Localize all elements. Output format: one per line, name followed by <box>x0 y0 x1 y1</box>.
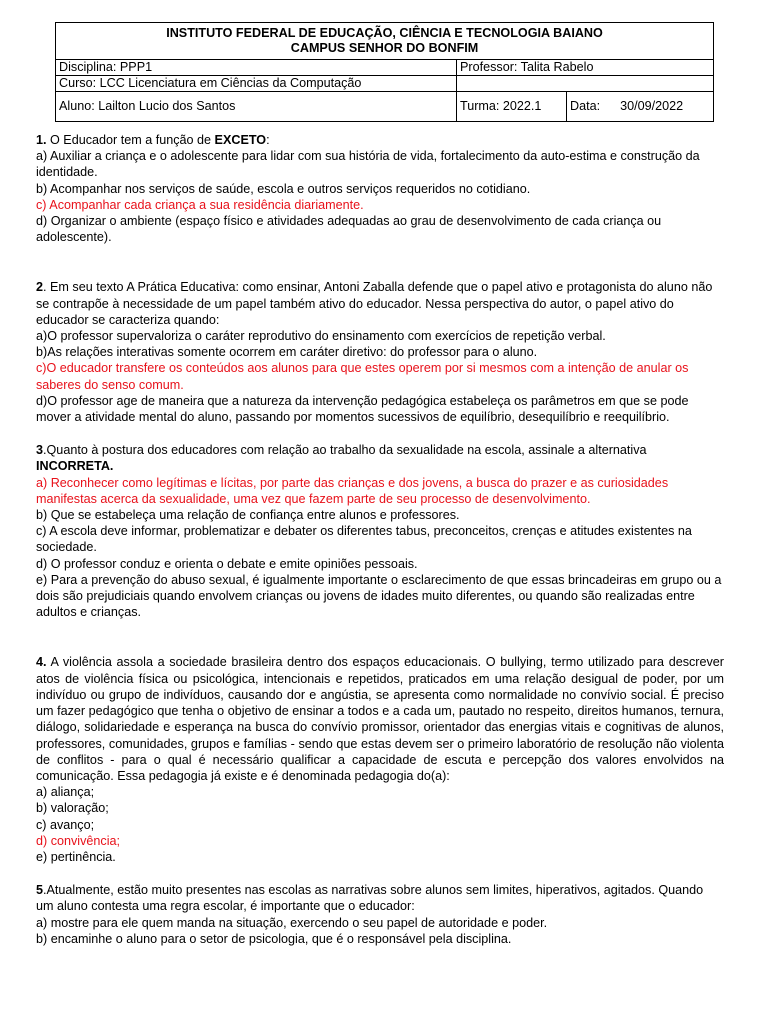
option-3a-answer: a) Reconhecer como legítimas e lícitas, por parte das crianças e dos jovens, a busca do prazer e as curiosidades manifestas acerca da sexualidade, uma vez que fazem parte de seu processo de desenvolvimento. <box>36 475 669 506</box>
data-cell <box>567 92 714 122</box>
question-5-number: 5 <box>36 883 44 898</box>
question-1 <box>36 132 724 245</box>
option-1d: d) Organizar o ambiente (espaço físico e atividades adequadas ao grau de desenvolvimento de cada criança ou adolescente). <box>36 214 662 245</box>
empty-cell <box>457 76 714 92</box>
questions-body <box>36 132 724 947</box>
option-3e: e) Para a prevenção do abuso sexual, é igualmente importante o esclarecimento de que essas brincadeiras em grupo ou a dois são prejudiciais quando envolvem crianças ou jovens de idades muito diferentes, ou quando são realizadas entre adultos e crianças. <box>36 572 722 620</box>
disciplina-cell: Disciplina: PPP1 <box>56 60 457 76</box>
option-2c-answer: c)O educador transfere os conteúdos aos alunos para que estes operem por si mesmos com a intenção de anular os saberes do senso comum. <box>36 361 689 392</box>
aluno-cell: Aluno: Lailton Lucio dos Santos <box>56 92 457 122</box>
option-1c-answer: c) Acompanhar cada criança a sua residência diariamente. <box>36 197 364 212</box>
question-3-keyword: INCORRETA. <box>36 459 114 474</box>
question-5 <box>36 882 724 947</box>
option-2b: b)As relações interativas somente ocorrem em caráter diretivo: do professor para o aluno. <box>36 345 538 360</box>
option-5b: b) encaminhe o aluno para o setor de psicologia, que é o responsável pela disciplina. <box>36 931 512 946</box>
option-4a: a) aliança; <box>36 785 95 800</box>
question-4-stem: 4. A violência assola a sociedade brasileira dentro dos espaços educacionais. O bullying, termo utilizado para descrever atos de violência física ou psicológica, intencionais e repetidos, praticados em uma relação desigual de poder, por um indivíduo ou grupo de indivíduos, causando dor e angústia, se apresenta como normalidade no convívio social. É preciso um fazer pedagógico que tenha o objetivo de ensinar a todos e a cada um, pautado no respeito, direitos humanos, ternura, diálogo, solidariedade e esperança na busca do convívio promissor, orientador das energias vitais e cognitivas de alunos, professores, comunidades, grupos e famílias - sendo que estas devem ser o primeiro laboratório de resolução não violenta de conflitos - para o qual é necessário qualificar a capacidade de escuta e percepção dos valores envolvidos na comunicação. Essa pedagogia já existe e é denominada pedagogia do(a): <box>36 655 724 783</box>
question-3-number: 3 <box>36 443 44 458</box>
header-table <box>55 22 714 122</box>
option-3b: b) Que se estabeleça uma relação de confiança entre alunos e professores. <box>36 508 460 523</box>
option-4d-answer: d) convivência; <box>36 833 120 848</box>
institution-name: INSTITUTO FEDERAL DE EDUCAÇÃO, CIÊNCIA E TECNOLOGIA BAIANO <box>166 26 603 40</box>
option-4b: b) valoração; <box>36 801 109 816</box>
turma-cell: Turma: 2022.1 <box>457 92 567 122</box>
curso-cell: Curso: LCC Licenciatura em Ciências da Computação <box>56 76 457 92</box>
option-2d: d)O professor age de maneira que a natureza da intervenção pedagógica estabeleça os parâmetros em que se pode mover a atividade mental do aluno, passando por momentos sucessivos de equilíbrio, desequilíbrio e reequilíbrio. <box>36 393 689 425</box>
question-5-stem: 5.Atualmente, estão muito presentes nas escolas as narrativas sobre alunos sem limites, hiperativos, agitados. Quando um aluno contesta uma regra escolar, é importante que o educador: <box>36 883 704 914</box>
option-2a: a)O professor supervaloriza o caráter reprodutivo do ensinamento com exercícios de repetição verbal. <box>36 329 606 344</box>
data-label: Data: <box>570 99 601 113</box>
question-1-number: 1. <box>36 133 47 147</box>
data-value: 30/09/2022 <box>620 99 684 113</box>
header-title-cell <box>56 23 714 60</box>
option-4e: e) pertinência. <box>36 849 116 864</box>
question-2-stem: 2. Em seu texto A Prática Educativa: como ensinar, Antoni Zaballa defende que o papel ativo e protagonista do aluno não se contrapõe à necessidade de um papel também ativo do educador. Nessa perspectiva do autor, o papel ativo do educador se caracteriza quando: <box>36 280 713 327</box>
question-4-number: 4. <box>36 655 47 670</box>
option-4c: c) avanço; <box>36 817 95 832</box>
question-2 <box>36 279 724 425</box>
option-3d: d) O professor conduz e orienta o debate e emite opiniões pessoais. <box>36 556 418 571</box>
campus-name: CAMPUS SENHOR DO BONFIM <box>290 41 479 55</box>
question-4 <box>36 654 724 865</box>
option-1b: b) Acompanhar nos serviços de saúde, escola e outros serviços requeridos no cotidiano. <box>36 181 531 196</box>
option-1a: a) Auxiliar a criança e o adolescente para lidar com sua história de vida, fortalecimento da auto-estima e construção da identidade. <box>36 149 700 180</box>
option-3c: c) A escola deve informar, problematizar e debater os diferentes tabus, preconceitos, crenças e atitudes existentes na sociedade. <box>36 524 692 555</box>
question-3-stem: 3.Quanto à postura dos educadores com relação ao trabalho da sexualidade na escola, assinale a alternativa INCORRETA. <box>36 443 647 474</box>
question-2-number: 2 <box>36 280 44 295</box>
question-1-stem: 1. O Educador tem a função de EXCETO: <box>36 133 270 147</box>
option-5a: a) mostre para ele quem manda na situação, exercendo o seu papel de autoridade e poder. <box>36 915 548 930</box>
question-1-keyword: EXCETO <box>214 133 267 147</box>
question-3 <box>36 442 724 620</box>
professor-cell: Professor: Talita Rabelo <box>457 60 714 76</box>
